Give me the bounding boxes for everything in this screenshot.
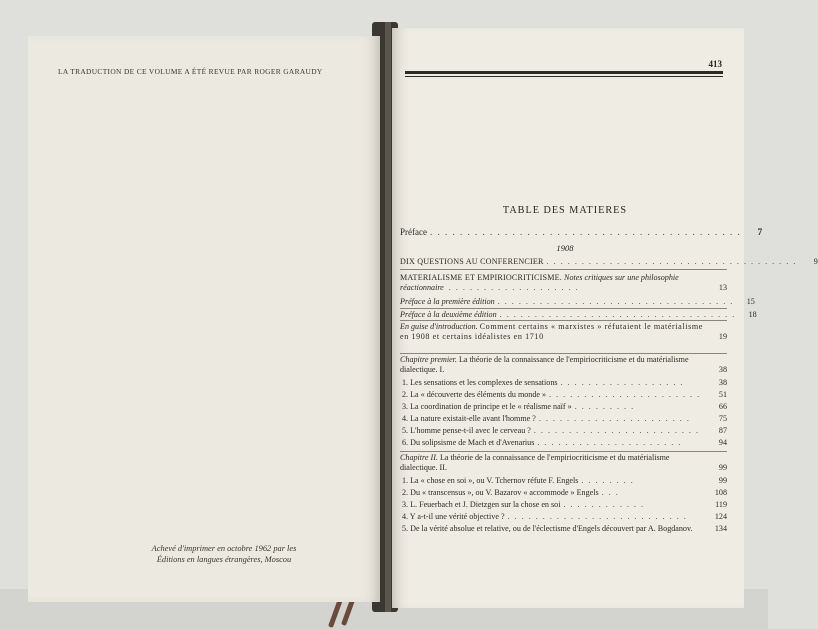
toc-entry-page: 7 <box>757 228 763 238</box>
toc-entry-label: 2. La « découverte des éléments du monde » <box>402 390 547 399</box>
toc-entry-page: 15 <box>746 297 755 306</box>
dot-leader: . . . . . . . . . . . . . . . . . . . . . <box>537 438 682 447</box>
toc-entry <box>400 297 755 307</box>
dot-leader: . . . . . . . . . . . . . . . . . . . . . . . . . . . . . . . . . . <box>499 310 736 319</box>
toc-entry-page: 13 <box>718 283 727 292</box>
toc-entry-label: 5. De la vérité absolue et relative, ou de l'éclectisme d'Engels découvert par A. Bogdanov. <box>402 524 693 533</box>
toc-entry-page: 51 <box>718 390 727 399</box>
toc-entry <box>400 310 757 320</box>
section-rule <box>400 353 727 354</box>
toc-entry-description: Comment certains « marxistes » réfutaient le matérialisme en 1908 et certains idéalistes en 1710 <box>400 322 703 341</box>
toc-entry-label: MATERIALISME ET EMPIRIOCRITICISME. <box>400 273 563 282</box>
dot-leader: . . . . . . . . . . . . . . . . . . <box>560 378 684 387</box>
toc-entry <box>400 273 727 293</box>
toc-entry-label: 2. Du « transcensus », ou V. Bazarov « accommode » Engels <box>402 488 599 497</box>
toc-entry-page: 99 <box>718 476 727 485</box>
toc-entry-label: 1. Les sensations et les complexes de sensations <box>402 378 558 387</box>
dot-leader: . . . . . . . . <box>581 476 635 485</box>
section-rule <box>400 308 727 309</box>
toc-entry-label: 5. L'homme pense-t-il avec le cerveau ? <box>402 426 531 435</box>
toc-subentry <box>402 512 727 522</box>
toc-entry-label: 4. La nature existait-elle avant l'homme ? <box>402 414 536 423</box>
toc-entry-label: 4. Y a-t-il une vérité objective ? <box>402 512 505 521</box>
colophon-line: Éditions en langues étrangères, Moscou <box>156 555 292 564</box>
dot-leader: . . . . . . . . . . . . . . . . . . . <box>448 283 580 292</box>
translation-note: LA TRADUCTION DE CE VOLUME A ÉTÉ REVUE PAR ROGER GARAUDY <box>58 67 323 76</box>
toc-entry-page: 134 <box>714 524 727 533</box>
toc-entry-label: 3. L. Feuerbach et J. Dietzgen sur la chose en soi <box>402 500 561 509</box>
year-heading: 1908 <box>556 243 574 253</box>
toc-entry-page: 119 <box>715 500 727 509</box>
toc-subentry <box>402 438 727 448</box>
section-rule <box>400 320 727 321</box>
toc-entry-label: Préface à la deuxième édition <box>400 310 497 319</box>
toc-entry-page: 87 <box>718 426 727 435</box>
dot-leader: . . . . . . . . . . . . . . . . . . . . . . . . . . . . . . . . . . . . <box>546 257 797 266</box>
toc-entry-page: 124 <box>714 512 727 521</box>
toc-subentry <box>402 476 727 486</box>
dot-leader: . . . <box>601 488 620 497</box>
section-rule <box>400 451 727 452</box>
toc-entry-description: La théorie de la connaissance de l'empiriocriticisme et du matérialisme dialectique. I. <box>400 355 689 374</box>
left-page <box>28 36 380 602</box>
toc-subentry <box>402 524 727 534</box>
toc-subentry <box>402 390 727 400</box>
toc-entry-description: La théorie de la connaissance de l'empiriocriticisme et du matérialisme dialectique. II. <box>400 453 670 472</box>
toc-subentry <box>402 402 727 412</box>
header-rule-thin <box>405 76 723 77</box>
colophon-line: Achevé d'imprimer en octobre 1962 par les <box>151 544 297 553</box>
toc-entry-page: 18 <box>748 310 757 319</box>
toc-entry-page: 38 <box>718 378 727 387</box>
toc-entry-page: 99 <box>718 463 727 472</box>
dot-leader: . . . . . . . . . . . . . . . . . . . . . . . . . . <box>507 512 688 521</box>
toc-entry-label: En guise d'introduction. <box>400 322 478 331</box>
toc-entry-subtitle: Notes critiques sur une philosophie réactionnaire <box>400 273 679 292</box>
toc-entry-label: Chapitre premier. <box>400 355 457 364</box>
toc-entry-page: 75 <box>718 414 727 423</box>
toc-entry-label: DIX QUESTIONS AU CONFERENCIER <box>400 257 544 266</box>
toc-subentry <box>402 488 727 498</box>
toc-entry-label: Chapitre II. <box>400 453 438 462</box>
toc-entry-label: 1. La « chose en soi », ou V. Tchernov réfute F. Engels <box>402 476 579 485</box>
toc-subentry <box>402 426 727 436</box>
dot-leader: . . . . . . . . . . . . . . . . . . . . . . . . . . . . . . . . . . <box>497 297 734 306</box>
toc-title: TABLE DES MATIERES <box>502 205 628 216</box>
dot-leader: . . . . . . . . . <box>574 402 635 411</box>
colophon <box>112 543 336 565</box>
toc-subentry <box>402 378 727 388</box>
spine-binding <box>385 22 391 612</box>
dot-leader: . . . . . . . . . . . . . . . . . . . . . . . . <box>533 426 700 435</box>
toc-entry-page: 108 <box>714 488 727 497</box>
toc-entry-label: 3. La coordination de principe et le « réalisme naïf » <box>402 402 572 411</box>
toc-subentry <box>402 500 727 510</box>
dot-leader: . . . . . . . . . . . . . . . . . . . . . . <box>538 414 691 423</box>
toc-entry-label: 6. Du solipsisme de Mach et d'Avenarius <box>402 438 535 447</box>
toc-entry <box>400 322 727 342</box>
dot-leader: . . . . . . . . . . . . . . . . . . . . . . . . . . . . . . . . . . . . . . . . . . <box>429 227 742 237</box>
toc-entry-page: 66 <box>718 402 727 411</box>
dot-leader: . . . . . . . . . . . . . . . . . . . . . . <box>549 390 701 399</box>
header-rule <box>405 71 723 74</box>
toc-entry <box>400 355 727 375</box>
dot-leader: . . . . . . . . . . . . <box>563 500 645 509</box>
toc-entry-page: 38 <box>718 365 727 374</box>
page-number: 413 <box>708 59 722 69</box>
toc-entry <box>400 453 727 473</box>
toc-entry-label: Préface à la première édition <box>400 297 495 306</box>
toc-entry-page: 94 <box>718 438 727 447</box>
toc-subentry <box>402 414 727 424</box>
toc-entry-preface <box>400 227 763 238</box>
toc-entry <box>400 257 818 267</box>
toc-entry-page: 19 <box>718 332 727 341</box>
toc-entry-page: 9 <box>813 257 818 266</box>
section-rule <box>400 269 727 270</box>
toc-entry-label: Préface <box>400 227 427 237</box>
